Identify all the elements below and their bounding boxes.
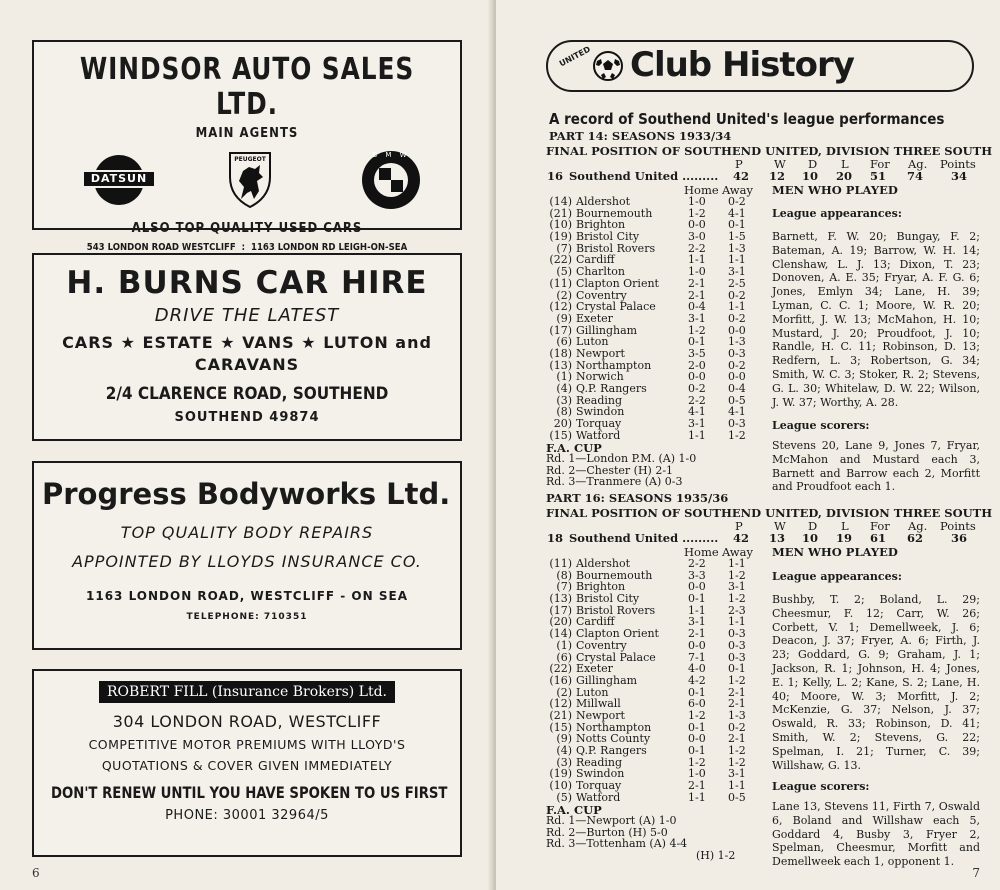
- league-position: (11): [549, 557, 572, 570]
- peugeot-label: PEUGEOT: [234, 156, 266, 163]
- league-position: (2): [556, 288, 572, 302]
- league-position: (12): [549, 697, 572, 711]
- opponent-name: Northampton: [576, 720, 652, 734]
- part14-final-position: FINAL POSITION OF SOUTHEND UNITED, DIVISION THREE SOUTH: [546, 144, 993, 158]
- fill-phone: PHONE: 30001 32964/5: [165, 808, 329, 823]
- home-score: 1-1: [688, 603, 706, 617]
- part14-men-who-played: MEN WHO PLAYED: [772, 183, 898, 197]
- football-icon: [592, 50, 624, 82]
- opponent-name: Coventry: [576, 638, 627, 652]
- burns-address: 2/4 CLARENCE ROAD, SOUTHEND: [105, 384, 389, 404]
- home-score: 0-2: [688, 382, 706, 395]
- result-row: [546, 348, 756, 360]
- home-score: 3-1: [688, 417, 706, 431]
- result-row: [546, 675, 756, 687]
- league-position: (6): [556, 335, 572, 349]
- away-score: 0-3: [728, 638, 746, 652]
- page-title: Club History: [630, 45, 854, 85]
- opponent-name: Swindon: [576, 405, 625, 419]
- away-score: 0-3: [728, 627, 746, 641]
- away-score: 0-4: [728, 382, 746, 395]
- home-score: 1-2: [688, 708, 706, 722]
- home-score: 2-2: [688, 241, 706, 255]
- away-score: 1-2: [728, 673, 746, 687]
- league-position: (1): [556, 370, 572, 384]
- away-score: 0-2: [728, 358, 746, 372]
- league-position: (2): [556, 685, 572, 699]
- fill-line-2: QUOTATIONS & COVER GIVEN IMMEDIATELY: [101, 758, 393, 773]
- part16-col-headers: P W D L For Ag. Points: [735, 519, 976, 533]
- home-score: 1-0: [688, 265, 706, 279]
- opponent-name: Aldershot: [576, 557, 631, 570]
- result-row: [546, 745, 756, 757]
- part14-standing-row: 16 Southend United ......... 42 12 10 20 51 74 34: [547, 169, 968, 183]
- opponent-name: Cardiff: [576, 253, 615, 267]
- progress-address: 1163 LONDON ROAD, WESTCLIFF - ON SEA: [86, 589, 408, 603]
- away-score: 1-2: [728, 744, 746, 757]
- away-score: 0-3: [728, 650, 746, 664]
- part16-title: PART 16: SEASONS 1935/36: [546, 491, 729, 505]
- part16-appearances: Bushby, T. 2; Boland, L. 29; Cheesmur, F. 12; Carr, W. 26; Corbett, V. 1; Demellweek, J. 6; Deacon, J. 37; Fryer, A. 6; Firth, J. 23; Goddard, G. 9; Graham, J. 1; Jackson, R. 1; Johnson, H. 4; Jones, E. 1; Kelly, L. 2; Kane, S. 2; Lane, H. 40; Moore, W. 3; Morfitt, J. 2; McKenzie, G. 37; Nelson, J. 37; Oswald, R. 33; Robinson, D. 41; Smith, W. 2; Stevens, G. 22; Spelman, I. 21; Turner, C. 39; Willshaw, G. 13.: [772, 593, 980, 772]
- league-position: (3): [556, 393, 572, 407]
- away-score: 1-3: [728, 708, 746, 722]
- result-row: [546, 383, 756, 395]
- opponent-name: Luton: [576, 335, 609, 349]
- home-score: 1-2: [688, 755, 706, 769]
- club-history-banner: [546, 40, 974, 92]
- home-score: 0-1: [688, 720, 706, 734]
- away-score: 1-2: [728, 568, 746, 582]
- home-score: 0-0: [688, 638, 706, 652]
- part16-men-who-played: MEN WHO PLAYED: [772, 545, 898, 559]
- opponent-name: Bristol Rovers: [576, 241, 656, 255]
- opponent-name: Reading: [576, 755, 623, 769]
- part16-final-position: FINAL POSITION OF SOUTHEND UNITED, DIVISION THREE SOUTH: [546, 506, 993, 520]
- league-position: (4): [556, 382, 572, 395]
- fill-address: 304 LONDON ROAD, WESTCLIFF: [112, 712, 382, 731]
- part16-fa-cup-label: F.A. CUP: [546, 803, 602, 817]
- result-row: [546, 710, 756, 722]
- datsun-label: DATSUN: [82, 170, 156, 188]
- away-score: 3-1: [728, 767, 746, 781]
- league-position: (3): [556, 755, 572, 769]
- fill-heading: ROBERT FILL (Insurance Brokers) Ltd.: [99, 681, 395, 703]
- league-position: (7): [556, 241, 572, 255]
- windsor-title: WINDSOR AUTO SALES LTD.: [79, 52, 415, 122]
- opponent-name: Bristol City: [576, 592, 640, 606]
- league-position: (15): [549, 428, 572, 442]
- opponent-name: Exeter: [576, 662, 613, 676]
- part16-scorers: Lane 13, Stevens 11, Firth 7, Oswald 6, Boland and Willshaw each 5, Goddard 4, Busby 3, Fryer 2, Spelman, Cheesmur, Morfitt and Demellweek each 1, opponent 1.: [772, 800, 980, 869]
- result-row: [546, 313, 756, 325]
- home-score: 2-1: [688, 276, 706, 290]
- away-score: 0-2: [728, 311, 746, 325]
- league-position: (11): [549, 276, 572, 290]
- part14-team: Southend United .........: [569, 169, 719, 183]
- opponent-name: Cardiff: [576, 615, 615, 629]
- part16-scorers-label: League scorers:: [772, 780, 870, 793]
- away-score: 1-1: [728, 253, 746, 267]
- away-score: 0-3: [728, 417, 746, 431]
- opponent-name: Clapton Orient: [576, 627, 659, 641]
- part16-fa-cup-results: [546, 815, 756, 862]
- part16-results-table: [546, 558, 756, 803]
- result-row: [546, 278, 756, 290]
- away-score: 1-3: [728, 241, 746, 255]
- part14-col-headers: P W D L For Ag. Points: [735, 157, 976, 171]
- opponent-name: Newport: [576, 346, 625, 360]
- left-page: [0, 0, 494, 890]
- league-position: (7): [556, 580, 572, 594]
- progress-title: Progress Bodyworks Ltd.: [42, 477, 451, 511]
- away-score: 1-1: [728, 557, 746, 570]
- league-position: (20): [549, 615, 572, 629]
- page-number-left: 6: [32, 866, 40, 880]
- league-position: (13): [549, 358, 572, 372]
- opponent-name: Norwich: [576, 370, 624, 384]
- home-score: 0-1: [688, 335, 706, 349]
- opponent-name: Northampton: [576, 358, 652, 372]
- right-page: [496, 0, 1000, 890]
- opponent-name: Bournemouth: [576, 568, 653, 582]
- away-score: 1-2: [728, 592, 746, 606]
- windsor-subtitle: MAIN AGENTS: [195, 126, 299, 141]
- home-score: 3-5: [688, 346, 706, 360]
- bmw-label: B M W: [372, 151, 410, 159]
- league-position: (14): [549, 627, 572, 641]
- opponent-name: Q.P. Rangers: [576, 744, 647, 757]
- home-score: 0-0: [688, 218, 706, 232]
- league-position: (22): [549, 253, 572, 267]
- record-heading: A record of Southend United's league performances: [549, 110, 945, 128]
- away-score: 1-2: [728, 755, 746, 769]
- opponent-name: Brighton: [576, 218, 626, 232]
- opponent-name: Bournemouth: [576, 206, 653, 220]
- away-score: 0-2: [728, 720, 746, 734]
- league-position: (12): [549, 300, 572, 314]
- away-score: 0-1: [728, 662, 746, 676]
- part14-position: 16: [547, 169, 564, 183]
- opponent-name: Gillingham: [576, 323, 638, 337]
- part14-fa-cup-label: F.A. CUP: [546, 441, 602, 455]
- league-position: (17): [549, 603, 572, 617]
- opponent-name: Torquay: [576, 417, 622, 431]
- opponent-name: Gillingham: [576, 673, 638, 687]
- part16-away-label: Away: [722, 545, 753, 559]
- part16-appearances-label: League appearances:: [772, 570, 902, 583]
- home-score: 1-1: [688, 790, 706, 804]
- brand-logos: [34, 147, 460, 219]
- home-score: 1-2: [688, 206, 706, 220]
- home-score: 0-1: [688, 685, 706, 699]
- opponent-name: Watford: [576, 428, 621, 442]
- home-score: 7-1: [688, 650, 706, 664]
- away-score: 2-1: [728, 732, 746, 746]
- burns-tagline: DRIVE THE LATEST: [154, 305, 340, 326]
- opponent-name: Charlton: [576, 265, 625, 279]
- result-row: [546, 430, 756, 442]
- away-score: 1-5: [728, 230, 746, 244]
- opponent-name: Swindon: [576, 767, 625, 781]
- away-score: 1-3: [728, 335, 746, 349]
- home-score: 2-1: [688, 779, 706, 793]
- fa-cup-round: Rd. 1—London P.M. (A) 1-0: [546, 452, 697, 465]
- home-score: 1-0: [688, 767, 706, 781]
- league-position: (21): [549, 708, 572, 722]
- fill-ad: [32, 669, 462, 857]
- league-position: (17): [549, 323, 572, 337]
- part14-appearances-label: League appearances:: [772, 207, 902, 220]
- away-score: 1-2: [728, 428, 746, 442]
- opponent-name: Crystal Palace: [576, 300, 656, 314]
- home-score: 3-3: [688, 568, 706, 582]
- home-score: 3-0: [688, 230, 706, 244]
- league-position: (10): [549, 218, 572, 232]
- home-score: 2-2: [688, 557, 706, 570]
- away-score: 3-1: [728, 580, 746, 594]
- league-position: (8): [556, 568, 572, 582]
- league-position: (22): [549, 662, 572, 676]
- opponent-name: Coventry: [576, 288, 627, 302]
- part16-position: 18: [547, 531, 564, 545]
- league-position: (4): [556, 744, 572, 757]
- page-number-right: 7: [972, 866, 980, 880]
- away-score: 0-2: [728, 288, 746, 302]
- league-position: (6): [556, 650, 572, 664]
- away-score: 1-1: [728, 779, 746, 793]
- league-position: (19): [549, 230, 572, 244]
- datsun-logo: [82, 155, 156, 215]
- opponent-name: Aldershot: [576, 195, 631, 208]
- fa-cup-round: Rd. 3—Tottenham (A) 4-4: [546, 837, 688, 851]
- opponent-name: Luton: [576, 685, 609, 699]
- part14-appearances: Barnett, F. W. 20; Bungay, F. 2; Bateman, A. 19; Barrow, W. H. 14; Clenshaw, L. J. 13; Dixon, T. 23; Donoven, A. E. 35; Fryar, A. F. G. 6; Jones, Emlyn 34; Lane, H. 39; Lyman, C. C. 1; Moore, W. R. 20; Morfitt, J. W. 13; McMahon, H. 10; Mustard, J. 20; Proudfoot, J. 10; Randle, H. C. 11; Robinson, D. 13; Redfern, L. 3; Robertson, G. 34; Smith, W. C. 3; Stoker, R. 2; Stevens, G. L. 30; Whitelaw, D. W. 22; Wilson, J. W. 37; Worthy, A. 28.: [772, 230, 980, 409]
- opponent-name: Millwall: [576, 697, 621, 711]
- result-row: [546, 792, 756, 804]
- part14-home-label: Home: [684, 183, 719, 197]
- used-cars-text: ALSO TOP QUALITY USED CARS: [131, 221, 363, 236]
- result-row: [546, 418, 756, 430]
- opponent-name: Torquay: [576, 779, 622, 793]
- part14-scorers-label: League scorers:: [772, 419, 870, 432]
- league-position: (21): [549, 206, 572, 220]
- home-score: 0-0: [688, 580, 706, 594]
- fa-cup-round: Rd. 2—Chester (H) 2-1: [546, 463, 674, 477]
- opponent-name: Bristol City: [576, 230, 640, 244]
- home-score: 4-1: [688, 405, 706, 419]
- opponent-name: Q.P. Rangers: [576, 382, 647, 395]
- home-score: 1-0: [688, 195, 706, 208]
- home-score: 0-0: [688, 732, 706, 746]
- progress-phone: TELEPHONE: 710351: [186, 612, 308, 622]
- part16-team: Southend United .........: [569, 531, 719, 545]
- league-position: (10): [549, 779, 572, 793]
- league-position: (5): [556, 265, 572, 279]
- away-score: 0-2: [728, 195, 746, 208]
- league-position: (1): [556, 638, 572, 652]
- result-row: [546, 558, 756, 570]
- away-score: 3-1: [728, 265, 746, 279]
- away-score: 4-1: [728, 405, 746, 419]
- burns-title: H. BURNS CAR HIRE: [66, 265, 428, 301]
- opponent-name: Bristol Rovers: [576, 603, 656, 617]
- peugeot-lion-logo: [227, 147, 273, 209]
- away-score: 1-1: [728, 615, 746, 629]
- league-position: (9): [556, 311, 572, 325]
- burns-phone: SOUTHEND 49874: [174, 410, 320, 425]
- part14-title: PART 14: SEASONS 1933/34: [549, 129, 732, 143]
- progress-ad: [32, 461, 462, 650]
- league-position: (16): [549, 673, 572, 687]
- burns-ad: [32, 253, 462, 441]
- league-position: (15): [549, 720, 572, 734]
- home-score: 4-2: [688, 673, 706, 687]
- progress-line-1: TOP QUALITY BODY REPAIRS: [120, 523, 374, 542]
- home-score: 0-1: [688, 592, 706, 606]
- home-score: 4-0: [688, 662, 706, 676]
- away-score: 0-1: [728, 218, 746, 232]
- result-row: [546, 640, 756, 652]
- fa-cup-round: Rd. 2—Burton (H) 5-0: [546, 825, 668, 839]
- united-badge: UNITED: [557, 44, 592, 69]
- fill-cta: DON'T RENEW UNTIL YOU HAVE SPOKEN TO US FIRST: [51, 783, 448, 802]
- home-score: 1-1: [688, 428, 706, 442]
- windsor-address-1: 543 LONDON ROAD WESTCLIFF : 1163 LONDON RD LEIGH-ON-SEA: [86, 242, 408, 253]
- bmw-logo: [362, 151, 420, 209]
- home-score: 1-2: [688, 323, 706, 337]
- league-position: (18): [549, 346, 572, 360]
- home-score: 0-1: [688, 744, 706, 757]
- home-score: 3-1: [688, 615, 706, 629]
- away-score: 0-0: [728, 370, 746, 384]
- away-score: 1-1: [728, 300, 746, 314]
- away-score: 0-0: [728, 323, 746, 337]
- progress-line-2: APPOINTED BY LLOYDS INSURANCE CO.: [72, 552, 422, 571]
- home-score: 6-0: [688, 697, 706, 711]
- home-score: 2-1: [688, 627, 706, 641]
- away-score: 2-1: [728, 697, 746, 711]
- home-score: 2-1: [688, 288, 706, 302]
- part16-standing-row: 18 Southend United ......... 42 13 10 19 61 62 36: [547, 531, 968, 545]
- away-score: 0-3: [728, 346, 746, 360]
- part14-fa-cup-results: [546, 453, 756, 488]
- opponent-name: Clapton Orient: [576, 276, 659, 290]
- opponent-name: Crystal Palace: [576, 650, 656, 664]
- opponent-name: Reading: [576, 393, 623, 407]
- home-score: 3-1: [688, 311, 706, 325]
- opponent-name: Brighton: [576, 580, 626, 594]
- away-score: 0-5: [728, 393, 746, 407]
- away-score: 2-3: [728, 603, 746, 617]
- burns-vehicle-types: CARS ★ ESTATE ★ VANS ★ LUTON and: [62, 333, 432, 352]
- part14-scorers: Stevens 20, Lane 9, Jones 7, Fryar, McMahon and Mustard each 3, Barnett and Barrow each 2, Morfitt and Proudfoot each 1.: [772, 439, 980, 494]
- away-score: 4-1: [728, 206, 746, 220]
- away-score: 0-5: [728, 790, 746, 804]
- opponent-name: Watford: [576, 790, 621, 804]
- away-score: 2-5: [728, 276, 746, 290]
- away-score: 2-1: [728, 685, 746, 699]
- part16-home-label: Home: [684, 545, 719, 559]
- part14-results-table: [546, 196, 756, 441]
- league-position: (19): [549, 767, 572, 781]
- home-score: 2-2: [688, 393, 706, 407]
- home-score: 0-0: [688, 370, 706, 384]
- league-position: (8): [556, 405, 572, 419]
- windsor-ad: [32, 40, 462, 253]
- burns-caravans: CARAVANS: [194, 355, 300, 374]
- fa-cup-round: (H) 1-2: [696, 849, 736, 863]
- league-position: (5): [556, 790, 572, 804]
- league-position: 20): [553, 417, 572, 431]
- opponent-name: Newport: [576, 708, 625, 722]
- home-score: 1-1: [688, 253, 706, 267]
- result-row: [546, 593, 756, 605]
- opponent-name: Notts County: [576, 732, 651, 746]
- fa-cup-round: Rd. 1—Newport (A) 1-0: [546, 814, 677, 827]
- opponent-name: Exeter: [576, 311, 613, 325]
- home-score: 2-0: [688, 358, 706, 372]
- result-row: [546, 196, 756, 208]
- result-row: [546, 780, 756, 792]
- part14-away-label: Away: [722, 183, 753, 197]
- league-position: (9): [556, 732, 572, 746]
- fa-cup-round: Rd. 3—Tranmere (A) 0-3: [546, 475, 683, 489]
- fill-line-1: COMPETITIVE MOTOR PREMIUMS WITH LLOYD'S: [88, 737, 406, 752]
- league-position: (14): [549, 195, 572, 208]
- league-position: (13): [549, 592, 572, 606]
- result-row: [546, 231, 756, 243]
- home-score: 0-4: [688, 300, 706, 314]
